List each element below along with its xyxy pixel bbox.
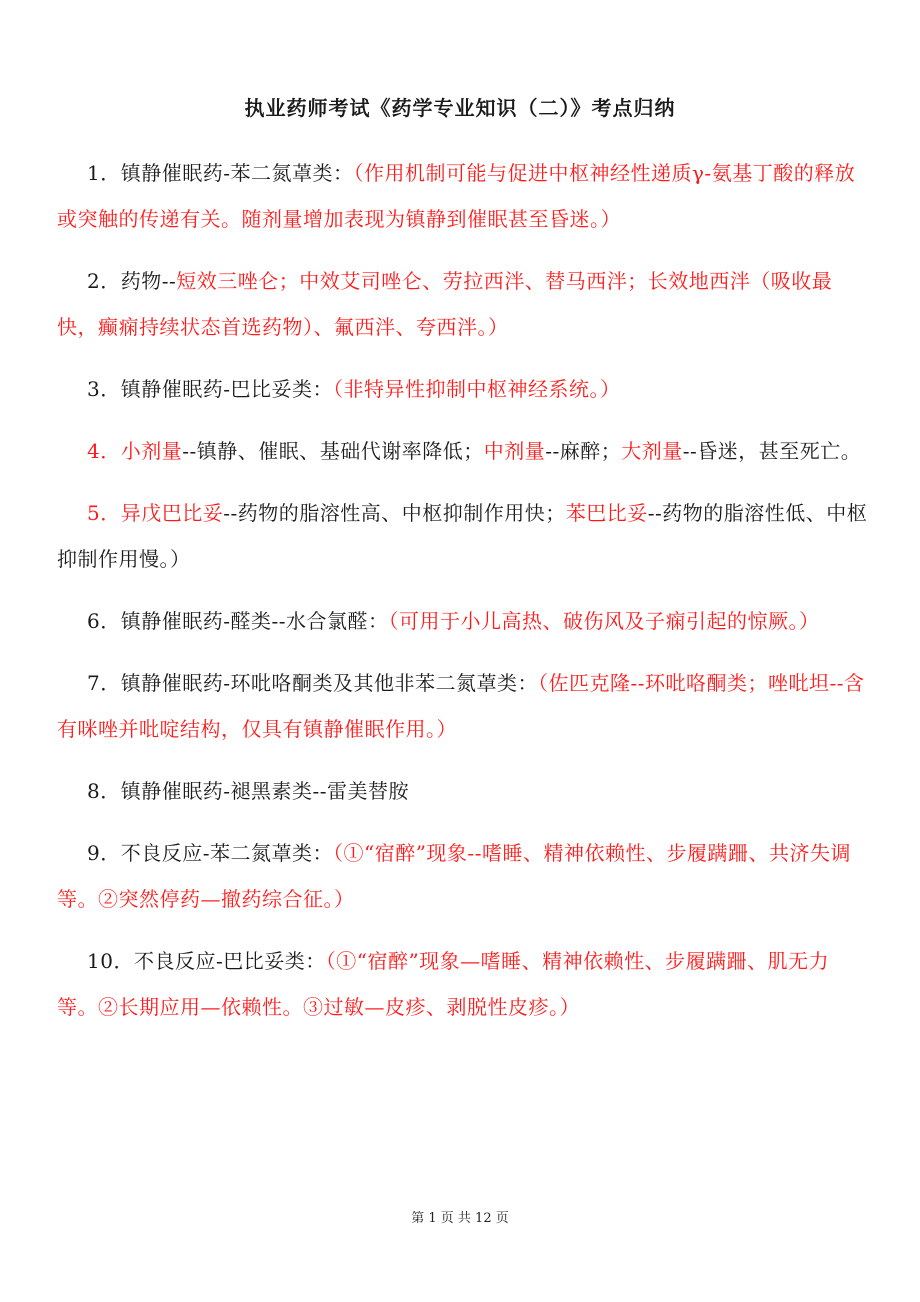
list-item: [57, 598, 869, 644]
body-text: --昏迷，甚至死亡。: [682, 439, 862, 463]
body-text: 10．不良反应-巴比妥类：: [87, 949, 326, 973]
highlighted-text: （非特异性抑制中枢神经系统。）: [332, 377, 621, 401]
list-item: [57, 830, 869, 922]
highlighted-text: 中剂量: [483, 439, 546, 463]
highlighted-text: （作用机制可能与促进中枢神经性递质γ-氨基丁酸的释放或突触的传递有关。随剂量增加表现为镇静到催眠甚至昏迷。）: [57, 161, 856, 231]
body-text: --镇静、催眠、基础代谢率降低；: [182, 439, 484, 463]
list-item: [57, 660, 869, 752]
body-text: --麻醉；: [545, 439, 622, 463]
list-item: [57, 428, 869, 474]
body-text: --药物的脂溶性高、中枢抑制作用快；: [223, 501, 566, 525]
body-text: 8．镇静催眠药-褪黑素类--雷美替胺: [87, 779, 409, 803]
highlighted-text: 短效三唑仑；中效艾司唑仑、劳拉西泮、替马西泮；长效地西泮（吸收最快，癫痫持续状态首选药物）、氟西泮、夸西泮。）: [57, 269, 833, 339]
document-title: 执业药师考试《药学专业知识（二）》考点归纳: [244, 96, 676, 120]
body-text: --药物的脂溶性低、中枢抑制作用慢。）: [57, 501, 868, 571]
body-text: 7．镇静催眠药-环吡咯酮类及其他非苯二氮䓬类：: [87, 671, 538, 695]
page-footer: 第 1 页 共 12 页: [411, 1211, 509, 1226]
highlighted-text: （①“宿醉”现象--嗜睡、精神依赖性、步履蹒跚、共济失调等。②突然停药—撤药综合征。）: [57, 841, 851, 911]
item-list: [57, 150, 869, 1046]
highlighted-text: 4．小剂量: [87, 439, 183, 463]
list-item: [57, 366, 869, 412]
list-item: [57, 938, 869, 1030]
highlighted-text: （可用于小儿高热、破伤风及子痫引起的惊厥。）: [388, 609, 820, 633]
body-text: 9．不良反应-苯二氮䓬类：: [87, 841, 333, 865]
list-item: [57, 258, 869, 350]
list-item: [57, 768, 869, 814]
highlighted-text: 5．异戊巴比妥: [87, 501, 224, 525]
list-item: [57, 150, 869, 242]
body-text: 6．镇静催眠药-醛类--水合氯醛：: [87, 609, 389, 633]
highlighted-text: （①“宿醉”现象—嗜睡、精神依赖性、步履蹒跚、肌无力等。②长期应用—依赖性。③过敏—皮疹、剥脱性皮疹。）: [57, 949, 830, 1019]
body-text: 2．药物--: [87, 269, 177, 293]
highlighted-text: 大剂量: [621, 439, 683, 463]
body-text: 3．镇静催眠药-巴比妥类：: [87, 377, 333, 401]
body-text: 1．镇静催眠药-苯二氮䓬类：: [87, 161, 354, 185]
highlighted-text: （佐匹克隆--环吡咯酮类；唑吡坦--含有咪唑并吡啶结构，仅具有镇静催眠作用。）: [57, 671, 865, 741]
list-item: [57, 490, 869, 582]
highlighted-text: 苯巴比妥: [565, 501, 648, 525]
